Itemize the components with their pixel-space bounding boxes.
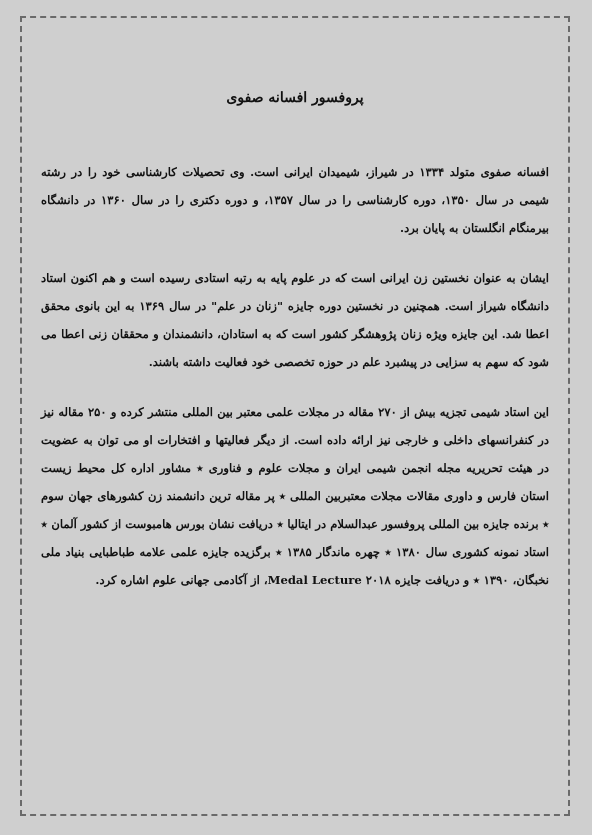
paragraph-biography: افسانه صفوی متولد ۱۳۳۴ در شیراز، شیمیدان ایرانی است. وی تحصیلات کارشناسی خود را در رشته شیمی در سال ۱۳۵۰، دوره کارشناسی را در سال ۱۳۵۷، و دوره دکتری را در سال ۱۳۶۰ در دانشگاه بیرمنگام انگلستان به پایان برد.: [41, 165, 549, 235]
paragraph-publications: این استاد شیمی تجزیه بیش از ۲۷۰ مقاله در مجلات علمی معتبر بین المللی منتشر کرده و ۲۵۰ مقاله نیز در کنفرانسهای داخلی و خارجی نیز ارائه داده است. از دیگر فعالیتها و افتخارات او می توان به عضویت در هیئت تحریریه مجله انجمن شیمی ایران و مجلات علوم و فناوری ٭ مشاور اداره کل محیط زیست استان فارس و داوری مقالات مجلات معتبربین المللی ٭ پر مقاله ترین دانشمند زن کشورهای جهان سوم ٭ برنده جایزه بین المللی پروفسور عبدالسلام در ایتالیا ٭ دریافت نشان بورس هامبوست از کشور آلمان ٭ استاد نمونه کشوری سال ۱۳۸۰ ٭ چهره ماندگار ۱۳۸۵ ٭ برگزیده جایزه علمی علامه طباطبایی بنیاد ملی نخبگان، ۱۳۹۰ ٭ و دریافت جایزه Medal Lecture ۲۰۱۸، از آکادمی جهانی علوم اشاره کرد.: [41, 405, 549, 587]
document-body: [41, 158, 549, 616]
document-page: [20, 16, 570, 816]
paragraph-achievements: ایشان به عنوان نخستین زن ایرانی است که در علوم پایه به رتبه استادی رسیده است و هم اکنون استاد دانشگاه شیراز است. همچنین در نخستین دوره جایزه "زنان در علم" در سال ۱۳۶۹ به این بانوی محقق اعطا شد. این جایزه ویژه زنان پژوهشگر کشور است که به استادان، دانشمندان و محققان زنی اعطا می شود که سهم به سزایی در پیشبرد علم در حوزه تخصصی خود فعالیت داشته باشند.: [41, 271, 550, 369]
page-title: پروفسور افسانه صفوی: [226, 90, 364, 106]
